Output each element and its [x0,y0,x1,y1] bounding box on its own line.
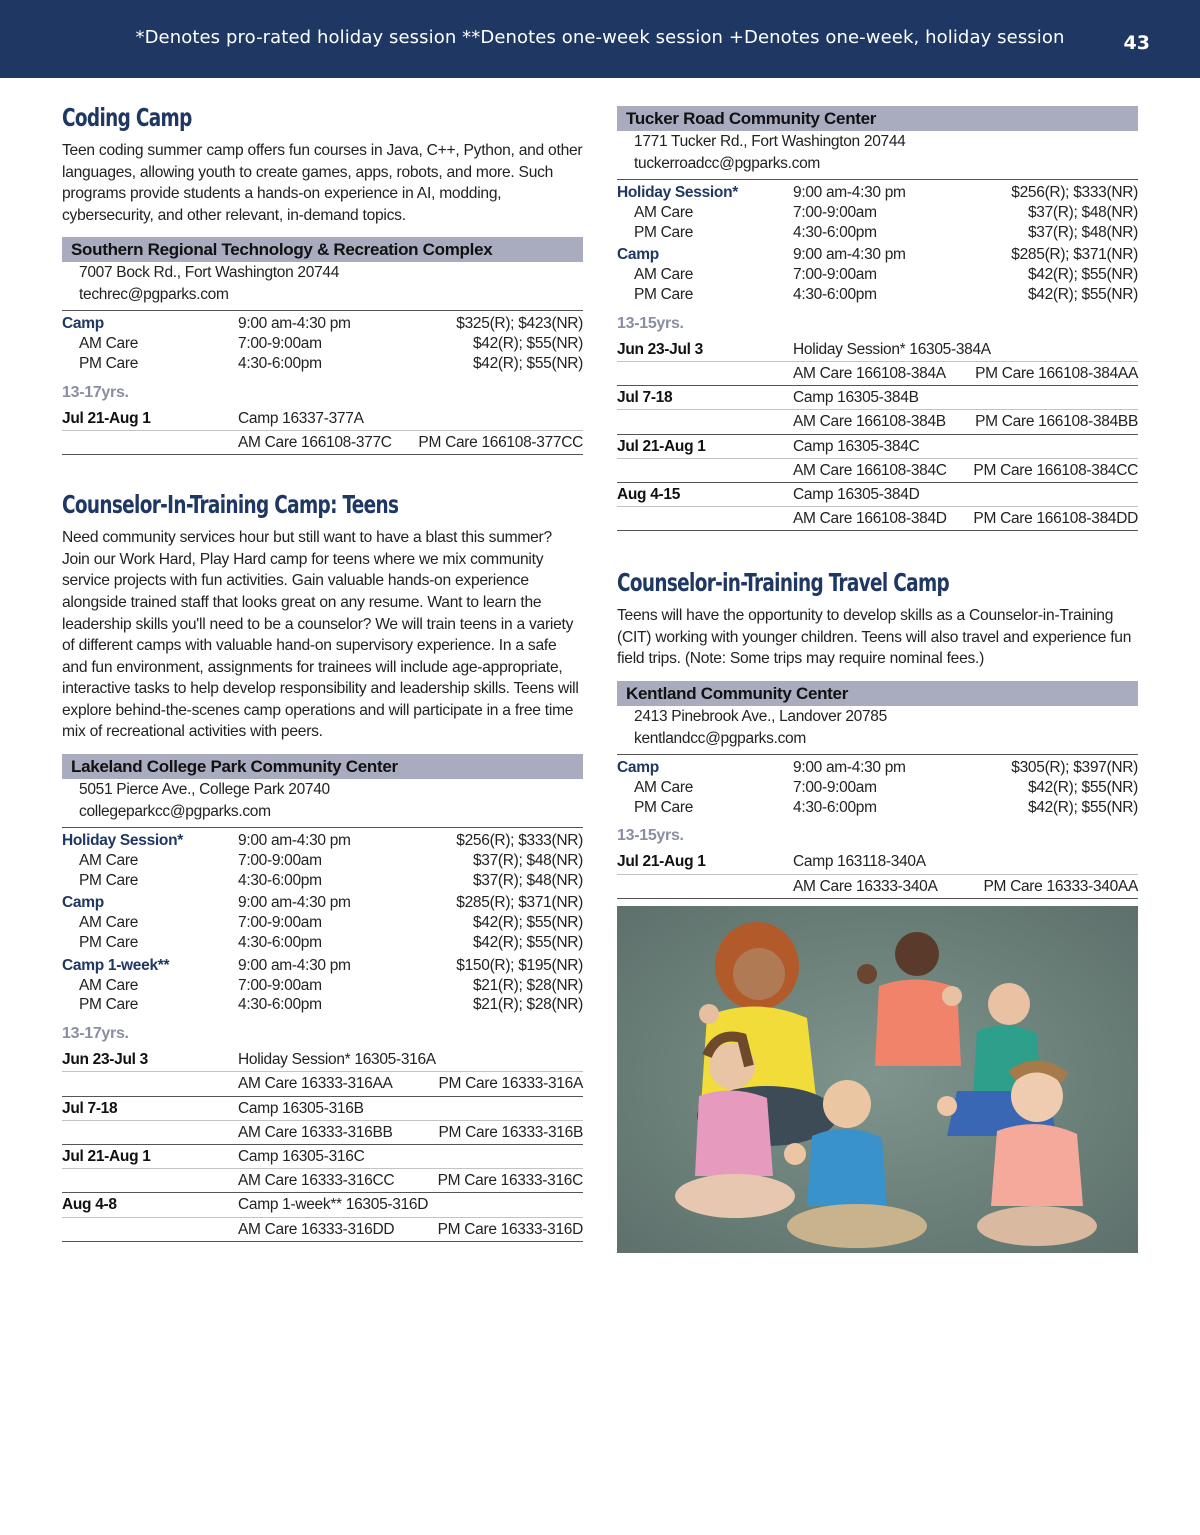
fee-label: PM Care [79,354,139,372]
schedule-row [617,338,1138,362]
header-note: *Denotes pro-rated holiday session **Denotes one-week session +Denotes one-week, holiday session [135,27,1065,48]
schedule-row [617,850,1138,874]
fee-row [62,335,583,355]
session-date: Jul 7-18 [62,1099,118,1117]
fee-time: 7:00-9:00am [238,914,322,932]
fee-label: PM Care [634,223,694,241]
session-date: Jun 23-Jul 3 [62,1051,148,1069]
fee-row [62,894,583,914]
fee-table [62,832,583,1016]
course-code: AM Care 16333-316BB [238,1123,393,1141]
fee-time: 9:00 am-4:30 pm [793,246,906,264]
schedule-table [617,338,1138,532]
fee-price: $325(R); $423(NR) [456,315,583,333]
course-code: Holiday Session* 16305-384A [793,340,991,358]
fee-label: AM Care [79,976,139,994]
location-email[interactable]: kentlandcc@pgparks.com [634,730,806,748]
fee-row [617,184,1138,204]
fee-time: 4:30-6:00pm [793,798,877,816]
fee-price: $305(R); $397(NR) [1011,759,1138,777]
fee-time: 7:00-9:00am [238,851,322,869]
fee-price: $37(R); $48(NR) [472,871,583,889]
fee-row [617,799,1138,819]
fee-row [617,759,1138,779]
course-code: Camp 16305-316C [238,1148,365,1165]
fee-row [617,246,1138,266]
cit-travel-section [617,565,1138,899]
age-range: 13-17yrs. [62,383,129,401]
fee-label: PM Care [634,285,694,303]
location-address: 1771 Tucker Rd., Fort Washington 20744 [634,133,906,150]
fee-time: 7:00-9:00am [238,335,322,353]
fee-price: $42(R); $55(NR) [1027,285,1138,303]
fee-label: PM Care [79,996,139,1014]
schedule-row [62,1193,583,1217]
fee-label: Holiday Session* [617,184,738,201]
age-range: 13-15yrs. [617,827,684,845]
fee-row [62,872,583,892]
location-email[interactable]: collegeparkcc@pgparks.com [79,803,271,821]
fee-label: AM Care [79,335,139,353]
pm-care-code: PM Care 166108-384DD [973,510,1138,528]
fee-label: PM Care [634,798,694,816]
course-code: Camp 163118-340A [793,853,926,871]
schedule-row [617,483,1138,507]
fee-price: $42(R); $55(NR) [472,335,583,353]
cit-travel-desc: Teens will have the opportunity to develop skills as a Counselor-in-Training (CIT) working with younger children. Teens will also travel and experience fun field trips. (Note: Some trips may require nominal fees.) [617,607,1132,668]
course-code: AM Care 166108-384A [793,364,946,382]
session-date: Jul 21-Aug 1 [62,409,151,427]
schedule-row [617,410,1138,434]
fee-label: AM Care [634,778,694,796]
schedule-row [617,507,1138,531]
schedule-row [617,362,1138,386]
right-column [617,106,1138,899]
session-date: Jun 23-Jul 3 [617,340,703,358]
location-address: 7007 Bock Rd., Fort Washington 20744 [79,264,340,282]
cit-teens-desc: Need community services hour but still want to have a blast this summer? Join our Work Hard, Play Hard camp for teens where we mix community service projects with fun activities. Gain valuable hands-on experience alongside trained staff that looks great on any resume. Want to learn the leadership skills you'll need to be a counselor? We will train teens in a variety of different camps with valuable hand-on supervisory experience. In a safe and fun environment, assignments for trainees will include age-appropriate, interactive tasks to help develop responsibility and leadership skills. Teens will explore behind-the-scenes camp operations and will participate in a free time mix of recreational activities with peers. [62,529,579,741]
fee-price: $256(R); $333(NR) [1011,184,1138,201]
fee-label: AM Care [79,851,139,869]
fee-table [62,315,583,374]
fee-row [62,852,583,872]
divider [617,754,1138,755]
divider [62,827,583,828]
fee-price: $42(R); $55(NR) [1027,798,1138,816]
pm-care-code: PM Care 16333-316D [437,1220,583,1238]
course-code: Camp 16305-384B [793,389,919,407]
fee-price: $42(R); $55(NR) [472,914,583,932]
schedule-row [617,459,1138,483]
course-code: AM Care 16333-316CC [238,1172,395,1190]
pm-care-code: PM Care 16333-316C [437,1172,583,1190]
fee-price: $42(R); $55(NR) [472,354,583,372]
fee-time: 9:00 am-4:30 pm [793,759,906,777]
schedule-table [62,407,583,455]
fee-row [62,355,583,375]
schedule-table [617,850,1138,898]
fee-price: $42(R); $55(NR) [1027,778,1138,796]
fee-table [617,759,1138,818]
schedule-row [62,1121,583,1145]
fee-time: 9:00 am-4:30 pm [238,832,351,850]
session-date: Aug 4-8 [62,1196,117,1214]
schedule-row [62,1145,583,1169]
course-code: AM Care 166108-384D [793,510,947,528]
fee-time: 4:30-6:00pm [238,996,322,1014]
pm-care-code: PM Care 16333-340AA [983,877,1138,895]
fee-row [62,957,583,977]
fee-label: AM Care [634,203,694,221]
fee-row [617,266,1138,286]
fee-table [617,184,1138,306]
fee-row [617,224,1138,244]
fee-label: PM Care [79,871,139,889]
fee-row [617,779,1138,799]
fee-row [62,832,583,852]
fee-label: PM Care [79,934,139,952]
location-name: Kentland Community Center [617,681,1138,706]
course-code: Holiday Session* 16305-316A [238,1051,436,1069]
course-code: AM Care 16333-316AA [238,1075,393,1093]
fee-price: $150(R); $195(NR) [456,956,583,974]
session-date: Jul 21-Aug 1 [62,1148,151,1165]
fee-row [62,934,583,954]
fee-label: Camp [62,315,104,333]
fee-time: 4:30-6:00pm [238,354,322,372]
tucker-road-section [617,106,1138,531]
fee-label: Camp [62,894,104,912]
fee-price: $285(R); $371(NR) [1011,246,1138,264]
fee-time: 7:00-9:00am [793,778,877,796]
pm-care-code: PM Care 16333-316A [438,1075,583,1093]
divider [617,179,1138,180]
fee-row [62,996,583,1016]
course-code: Camp 1-week** 16305-316D [238,1196,429,1214]
location-name: Lakeland College Park Community Center [62,754,583,779]
fee-price: $37(R); $48(NR) [472,851,583,869]
course-code: AM Care 16333-340A [793,877,938,895]
course-code: Camp 16305-384C [793,437,920,455]
divider [62,310,583,311]
cit-teens-section [62,487,583,1242]
schedule-table [62,1048,583,1242]
fee-price: $42(R); $55(NR) [472,934,583,952]
fee-time: 4:30-6:00pm [238,871,322,889]
course-code: Camp 16305-316B [238,1099,364,1117]
course-code: AM Care 166108-384C [793,461,947,479]
location-name: Tucker Road Community Center [617,106,1138,131]
fee-row [62,977,583,997]
schedule-row [62,1218,583,1242]
course-code: Camp 16305-384D [793,485,920,503]
fee-row [62,914,583,934]
fee-row [62,315,583,335]
schedule-row [62,1048,583,1072]
age-range: 13-17yrs. [62,1025,129,1043]
fee-label: Holiday Session* [62,832,183,850]
fee-time: 9:00 am-4:30 pm [793,184,906,201]
fee-time: 4:30-6:00pm [793,223,877,241]
fee-price: $42(R); $55(NR) [1027,266,1138,284]
location-address: 5051 Pierce Ave., College Park 20740 [79,781,330,799]
fee-label: Camp 1-week** [62,956,170,974]
location-email[interactable]: techrec@pgparks.com [79,286,229,304]
fee-time: 7:00-9:00am [793,203,877,221]
left-column [62,100,583,1242]
fee-price: $256(R); $333(NR) [456,832,583,850]
course-code: AM Care 166108-377C [238,433,392,451]
fee-price: $21(R); $28(NR) [472,996,583,1014]
pm-care-code: PM Care 166108-384CC [973,461,1138,479]
schedule-row [62,1097,583,1121]
location-name: Southern Regional Technology & Recreation Complex [62,237,583,262]
pm-care-code: PM Care 166108-384AA [975,364,1138,382]
location-email[interactable]: tuckerroadcc@pgparks.com [634,155,820,172]
cit-travel-title: Counselor-in-Training Travel Camp [617,568,950,598]
fee-price: $21(R); $28(NR) [472,976,583,994]
fee-time: 7:00-9:00am [793,266,877,284]
pm-care-code: PM Care 166108-384BB [975,413,1138,431]
fee-label: Camp [617,246,659,264]
course-code: Camp 16337-377A [238,409,364,427]
schedule-row [617,875,1138,899]
fee-row [617,204,1138,224]
fee-time: 9:00 am-4:30 pm [238,894,351,912]
coding-camp-desc: Teen coding summer camp offers fun courses in Java, C++, Python, and other languages, allowing youth to create games, apps, robots, and more. Such programs provide students a hands-on experience in AI, modding, cybersecurity, and other relevant, in-demand topics. [62,142,583,224]
page-number: 43 [1123,32,1150,54]
fee-price: $37(R); $48(NR) [1027,223,1138,241]
schedule-row [62,407,583,431]
schedule-row [62,1169,583,1193]
session-date: Jul 21-Aug 1 [617,853,706,871]
fee-time: 9:00 am-4:30 pm [238,315,351,333]
fee-time: 9:00 am-4:30 pm [238,956,351,974]
fee-time: 7:00-9:00am [238,976,322,994]
course-code: AM Care 166108-384B [793,413,946,431]
cit-teens-title: Counselor-In-Training Camp: Teens [62,490,399,520]
fee-label: Camp [617,759,659,777]
fee-row [617,286,1138,306]
coding-camp-title: Coding Camp [62,103,192,132]
schedule-row [62,431,583,455]
schedule-row [62,1072,583,1096]
session-date: Aug 4-15 [617,485,681,503]
photo-illustration [617,906,1138,1253]
pm-care-code: PM Care 166108-377CC [418,433,583,451]
course-code: AM Care 16333-316DD [238,1220,395,1238]
schedule-row [617,386,1138,410]
kids-group-photo [617,906,1138,1253]
fee-price: $37(R); $48(NR) [1027,203,1138,221]
schedule-row [617,435,1138,459]
fee-time: 4:30-6:00pm [793,285,877,303]
fee-label: AM Care [79,914,139,932]
fee-price: $285(R); $371(NR) [456,894,583,912]
location-address: 2413 Pinebrook Ave., Landover 20785 [634,708,887,726]
age-range: 13-15yrs. [617,314,684,332]
coding-camp-section [62,100,583,455]
session-date: Jul 21-Aug 1 [617,437,706,455]
pm-care-code: PM Care 16333-316B [438,1123,583,1141]
fee-time: 4:30-6:00pm [238,934,322,952]
header-bar [0,0,1200,78]
fee-label: AM Care [634,266,694,284]
session-date: Jul 7-18 [617,389,673,407]
